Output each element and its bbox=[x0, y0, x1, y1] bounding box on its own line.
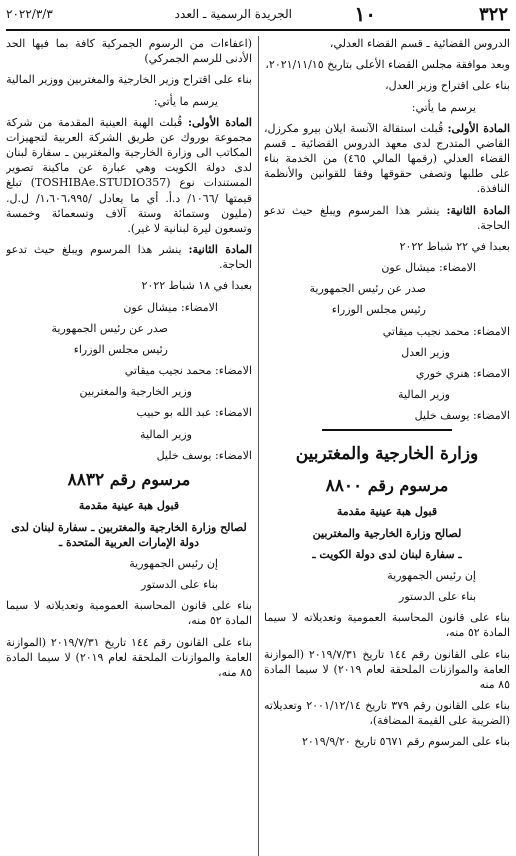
article-text: ينشر هذا المرسوم ويبلغ حيث تدعو الحاجة. bbox=[264, 203, 510, 232]
article-2 bbox=[264, 203, 510, 233]
text-line: بناء على قانون المحاسبة العمومية وتعديلاته لا سيما المادة ٥٢ منه، bbox=[6, 599, 252, 628]
ministry-heading: وزارة الخارجية والمغتربين bbox=[295, 444, 479, 465]
text-line: بناء على اقتراح وزير العدل، bbox=[385, 79, 510, 93]
signature-line: صدر عن رئيس الجمهورية bbox=[309, 282, 426, 296]
text-line: بناء على الدستور bbox=[399, 590, 476, 604]
article-text: قُبلت استقالة الآنسة ايلان بيرو مكرزل، القاضي المتدرج لدى معهد الدروس القضائية ـ قسم القضاء العدلي (رقمها المالي ٤٦٥) من الخدمة بناء على طلبها وتصفى حقوقها وفقا للقوانين والأنظمة النافذة. bbox=[264, 121, 510, 196]
text-line: الدروس القضائية ـ قسم القضاء العدلي، bbox=[329, 37, 510, 50]
decree-prefix: مرسوم رقم bbox=[367, 475, 449, 495]
text-line: (اعفاءات من الرسوم الجمركية كافة بما فيها الحد الأدنى للرسم الجمركي) bbox=[6, 37, 252, 66]
signature-line: الامضاء: هنري خوري bbox=[415, 366, 510, 380]
issue-date: ٢٠٢٢/٣/٣ bbox=[6, 7, 53, 21]
issued-date: بعبدا في ٢٢ شباط ٢٠٢٢ bbox=[399, 239, 510, 253]
signature-line: الامضاء: ميشال عون bbox=[123, 300, 218, 314]
left-column bbox=[6, 36, 252, 856]
decree-formula: يرسم ما يأتي: bbox=[153, 94, 218, 108]
section-rule bbox=[322, 429, 452, 431]
signature-line: وزير العدل bbox=[401, 345, 450, 359]
header-rule bbox=[6, 29, 510, 31]
text-line: بناء على القانون رقم ٣٧٩ تاريخ ٢٠٠١/١٢/١٤ وتعديلاته (الضريبة على القيمة المضافة)، bbox=[264, 699, 510, 728]
article-label: المادة الأولى: bbox=[447, 121, 510, 135]
issued-date: بعبدا في ١٨ شباط ٢٠٢٢ bbox=[141, 279, 252, 293]
issue-number: ١٠ bbox=[354, 2, 376, 26]
signature-line: صدر عن رئيس الجمهورية bbox=[51, 321, 168, 335]
signature-line: الامضاء: يوسف خليل bbox=[156, 448, 252, 462]
decree-number-value: ٨٨٠٠ bbox=[325, 475, 363, 496]
text-line: إن رئيس الجمهورية bbox=[129, 556, 218, 570]
gazette-title: الجريدة الرسمية ـ العدد bbox=[174, 7, 292, 21]
decree-title: لصالح وزارة الخارجية والمغتربين bbox=[312, 526, 462, 540]
decree-title: قبول هبة عينية مقدمة bbox=[78, 499, 180, 513]
text-line: بناء على المرسوم رقم ٥٦٧١ تاريخ ٢٠١٩/٩/٢٠ bbox=[301, 735, 510, 749]
text-line: وبعد موافقة مجلس القضاء الأعلى بتاريخ ٢٠٢١/١١/١٥، bbox=[265, 58, 510, 72]
text-line: بناء على الدستور bbox=[141, 578, 218, 592]
signature-line: الامضاء: ميشال عون bbox=[381, 261, 476, 275]
signature-line: رئيس مجلس الوزراء bbox=[73, 342, 168, 356]
signature-line: وزير المالية bbox=[398, 388, 450, 402]
signature-line: الامضاء: عبد الله بو حبيب bbox=[136, 406, 252, 420]
article-1 bbox=[264, 121, 510, 197]
decree-formula: يرسم ما يأتي: bbox=[411, 100, 476, 114]
article-text: ينشر هذا المرسوم ويبلغ حيث تدعو الحاجة. bbox=[6, 243, 252, 272]
signature-line: وزير المالية bbox=[140, 427, 192, 441]
decree-number-value: ٨٨٣٢ bbox=[67, 469, 105, 490]
signature-line: الامضاء: محمد نجيب ميقاتي bbox=[124, 364, 252, 378]
right-column bbox=[264, 36, 510, 856]
text-line: بناء على قانون المحاسبة العمومية وتعديلاته لا سيما المادة ٥٢ منه، bbox=[264, 611, 510, 640]
page-header bbox=[0, 0, 516, 32]
text-line: إن رئيس الجمهورية bbox=[387, 568, 476, 582]
article-2 bbox=[6, 242, 252, 272]
signature-line: الامضاء: يوسف خليل bbox=[414, 409, 510, 423]
decree-prefix: مرسوم رقم bbox=[109, 469, 191, 489]
text-line: بناء على القانون رقم ١٤٤ تاريخ ٢٠١٩/٧/٣١ (الموازنة العامة والموازنات الملحقة لعام ٢٠١٩) لا سيما المادة ٨٥ منه bbox=[264, 647, 510, 691]
article-1 bbox=[6, 115, 252, 236]
article-text: قُبلت الهبة العينية المقدمة من شركة مجموعة بوروك عن طريق الشركة العربية لتجهيزات المكاتب الى وزارة الخارجية والمغتربين ـ سفارة لبنان لدى دولة الكويت وهي عبارة عن ماكينة تصوير المستندات نوع (TOSHIBAe.STUDIO357) تبلغ قيمتها /١٠٦٦/ د.أ. أي ما يعادل /١،٦٠٦،٩٩٥/ ل.ل. (مليون وستمائة وستة آلاف وتسعمائة وخمسة وتسعون ليرة لبنانية لا غير). bbox=[6, 115, 252, 235]
page-number: ٣٢٢ bbox=[478, 4, 508, 25]
signature-line: الامضاء: محمد نجيب ميقاتي bbox=[382, 324, 510, 338]
decree-title: لصالح وزارة الخارجية والمغتربين ـ سفارة لبنان لدى دولة الإمارات العربية المتحدة ـ bbox=[11, 520, 247, 549]
article-label: المادة الثانية: bbox=[188, 243, 252, 257]
column-divider bbox=[258, 36, 259, 856]
decree-title: ـ سفارة لبنان لدى دولة الكويت ـ bbox=[312, 547, 462, 561]
text-line: بناء على القانون رقم ١٤٤ تاريخ ٢٠١٩/٧/٣١ (الموازنة العامة والموازنات الملحقة لعام ٢٠١٩) لا سيما المادة ٨٥ منه، bbox=[6, 635, 252, 679]
decree-title: قبول هبة عينية مقدمة bbox=[336, 505, 438, 519]
article-label: المادة الثانية: bbox=[446, 203, 510, 217]
signature-line: وزير الخارجية والمغتربين bbox=[79, 385, 192, 399]
article-label: المادة الأولى: bbox=[187, 115, 252, 129]
signature-line: رئيس مجلس الوزراء bbox=[331, 303, 426, 317]
decree-number bbox=[264, 475, 510, 498]
decree-number bbox=[6, 469, 252, 492]
text-line: بناء على اقتراح وزير الخارجية والمغتربين ووزير المالية bbox=[6, 73, 252, 87]
